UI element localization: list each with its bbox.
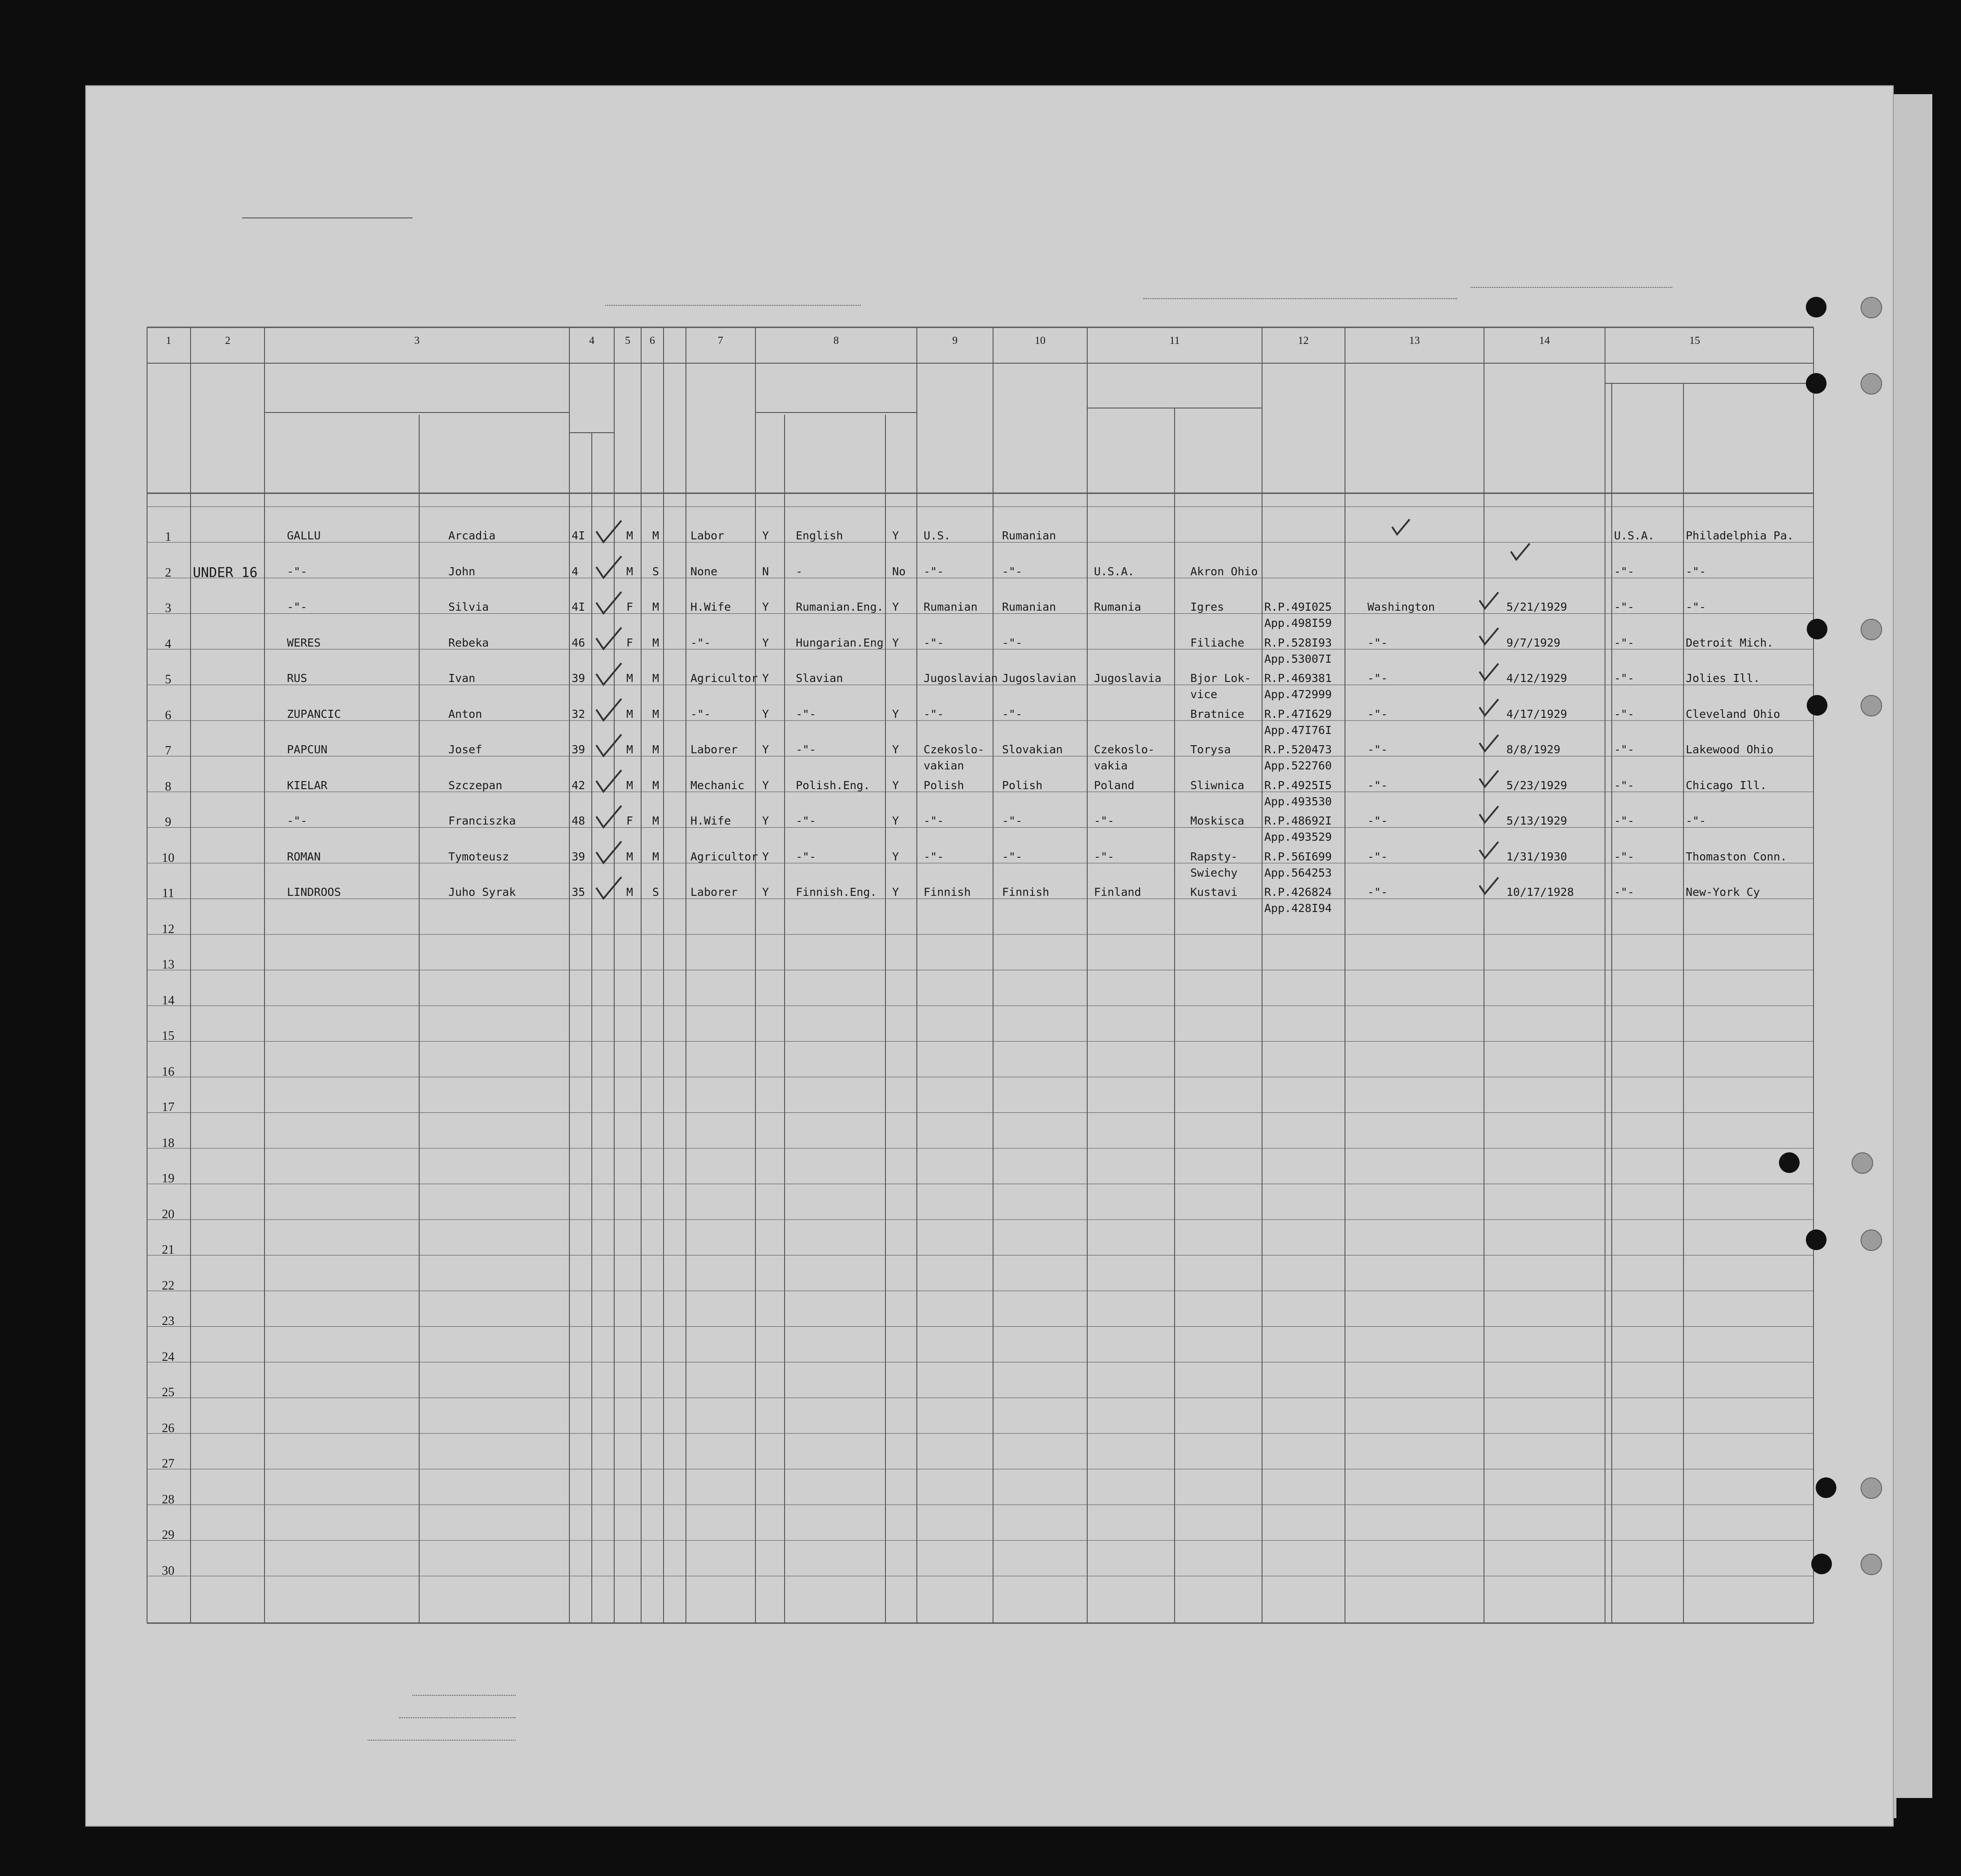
- cell-nat: Rumanian: [924, 600, 978, 613]
- cell-write: Y: [892, 529, 899, 542]
- punch-hole: [1861, 619, 1882, 640]
- check-mark: [1511, 543, 1530, 560]
- column-number: 9: [952, 335, 958, 347]
- cell-visa: R.P.520473: [1264, 743, 1332, 756]
- cell-country: -"-: [1094, 850, 1115, 863]
- cell-yrs: 39: [572, 743, 586, 756]
- cell-country: U.S.A.: [1094, 565, 1135, 578]
- cell-visa: R.P.47I629: [1264, 707, 1332, 721]
- cell-date: 8/8/1929: [1506, 743, 1561, 756]
- row-number: 16: [162, 1064, 174, 1079]
- cell-date: 10/17/1928: [1506, 886, 1574, 899]
- cell-family: -"-: [287, 565, 308, 578]
- cell-given: Arcadia: [448, 529, 496, 542]
- punch-hole: [1811, 1554, 1832, 1574]
- row-number: 11: [162, 886, 174, 900]
- cell-visa: R.P.49I025: [1264, 600, 1332, 613]
- cell-family: PAPCUN: [287, 743, 328, 756]
- cell-race: -"-: [1002, 636, 1023, 649]
- cell-ms: M: [652, 850, 659, 863]
- cell-lang: Slavian: [796, 672, 843, 685]
- cell-race: Jugoslavian: [1002, 672, 1076, 685]
- check-mark: [596, 628, 621, 649]
- check-mark: [596, 734, 621, 756]
- cell-sex: M: [626, 850, 633, 863]
- cell-read: Y: [762, 778, 769, 792]
- cell-visa2: App.564253: [1264, 866, 1332, 879]
- row-number: 28: [162, 1492, 174, 1507]
- cell-yrs: 39: [572, 850, 586, 863]
- cell-visa2: App.493530: [1264, 795, 1332, 808]
- check-mark: [1479, 628, 1498, 644]
- cell-res-city: New-York Cy: [1686, 886, 1760, 899]
- cell-sex: M: [626, 529, 633, 542]
- cell-occ: None: [690, 565, 718, 578]
- row-number: 9: [165, 815, 171, 829]
- row-number: 13: [162, 958, 174, 972]
- cell-write: Y: [892, 636, 899, 649]
- row-number: 10: [162, 851, 174, 865]
- row-number: 1: [165, 530, 171, 544]
- cell-given: John: [448, 565, 476, 578]
- cell-city: Torysa: [1190, 743, 1231, 756]
- cell-ms: M: [652, 600, 659, 613]
- cell-sex: F: [626, 814, 633, 827]
- check-mark: [596, 699, 621, 721]
- cell-city: Bjor Lok-: [1190, 672, 1251, 685]
- column-number: 13: [1409, 335, 1420, 347]
- cell-yrs: 39: [572, 672, 586, 685]
- punch-hole: [1861, 1229, 1882, 1251]
- cell-occ: H.Wife: [690, 600, 731, 613]
- cell-nat: Jugoslavian: [924, 672, 998, 685]
- cell-race: Rumanian: [1002, 529, 1056, 542]
- cell-visa: R.P.56I699: [1264, 850, 1332, 863]
- cell-read: N: [762, 565, 769, 578]
- cell-issued: -"-: [1367, 672, 1388, 685]
- cell-read: Y: [762, 850, 769, 863]
- cell-read: Y: [762, 814, 769, 827]
- total-line: [412, 1695, 516, 1696]
- cell-sex: M: [626, 886, 633, 899]
- cell-write: Y: [892, 850, 899, 863]
- cell-read: Y: [762, 600, 769, 613]
- punch-hole: [1779, 1152, 1800, 1173]
- cell-country: Jugoslavia: [1094, 672, 1162, 685]
- cell-visa2: App.472999: [1264, 688, 1332, 701]
- cell-date: 1/31/1930: [1506, 850, 1567, 863]
- cell-write: Y: [892, 886, 899, 899]
- cell-family: RUS: [287, 672, 308, 685]
- cell-res-country: -"-: [1614, 886, 1635, 899]
- cell-race: Polish: [1002, 778, 1043, 792]
- cell-occ: -"-: [690, 636, 711, 649]
- cell-race: -"-: [1002, 707, 1023, 721]
- cell-yrs: 42: [572, 778, 586, 792]
- cell-city: Sliwnica: [1190, 778, 1245, 792]
- cell-sex: M: [626, 565, 633, 578]
- check-mark: [1392, 519, 1410, 534]
- cell-sex: F: [626, 600, 633, 613]
- row-number: 30: [162, 1563, 174, 1578]
- row-number: 27: [162, 1457, 174, 1471]
- row-number: 19: [162, 1172, 174, 1186]
- cell-yrs: 48: [572, 814, 586, 827]
- cell-given: Silvia: [448, 600, 489, 613]
- cell-sex: F: [626, 636, 633, 649]
- cell-city: Moskisca: [1190, 814, 1245, 827]
- punch-hole: [1861, 1554, 1882, 1575]
- cell-res-country: U.S.A.: [1614, 529, 1655, 542]
- cell-family: -"-: [287, 814, 308, 827]
- check-mark: [1479, 592, 1498, 608]
- cell-read: Y: [762, 529, 769, 542]
- cell-issued: -"-: [1367, 743, 1388, 756]
- cell-visa2: App.522760: [1264, 759, 1332, 772]
- cell-yrs: 4: [572, 565, 579, 578]
- cell-given: Szczepan: [448, 778, 503, 792]
- cell-visa: R.P.4925I5: [1264, 778, 1332, 792]
- cell-nat2: vakian: [924, 759, 964, 772]
- column-number: 2: [225, 335, 230, 347]
- column-number: 7: [718, 335, 723, 347]
- cell-race: -"-: [1002, 814, 1023, 827]
- cell-res-city: Thomaston Conn.: [1686, 850, 1787, 863]
- cell-res-country: -"-: [1614, 707, 1635, 721]
- cell-res-country: -"-: [1614, 600, 1635, 613]
- cell-occ: Mechanic: [690, 778, 745, 792]
- column-number: 10: [1035, 335, 1046, 347]
- cell-read: Y: [762, 886, 769, 899]
- row-number: 3: [165, 601, 171, 615]
- cell-country: Poland: [1094, 778, 1135, 792]
- cell-sex: M: [626, 743, 633, 756]
- cell-lang: Finnish.Eng.: [796, 886, 877, 899]
- cell-occ: Agricultor: [690, 850, 758, 863]
- check-mark: [596, 663, 621, 685]
- cell-given: Franciszka: [448, 814, 516, 827]
- check-mark: [596, 556, 621, 578]
- cell-date: 5/13/1929: [1506, 814, 1567, 827]
- cell-tax: UNDER 16: [193, 565, 258, 581]
- cell-given: Juho Syrak: [448, 886, 516, 899]
- cell-race: Slovakian: [1002, 743, 1063, 756]
- cell-res-country: -"-: [1614, 778, 1635, 792]
- cell-race: -"-: [1002, 850, 1023, 863]
- row-number: 29: [162, 1528, 174, 1542]
- cell-lang: English: [796, 529, 843, 542]
- cell-nat: Polish: [924, 778, 964, 792]
- cell-issued: -"-: [1367, 886, 1388, 899]
- cell-country: Czekoslo-: [1094, 743, 1155, 756]
- cell-visa2: App.493529: [1264, 830, 1332, 843]
- cell-res-country: -"-: [1614, 636, 1635, 649]
- cell-res-city: -"-: [1686, 565, 1706, 578]
- cell-date: 9/7/1929: [1506, 636, 1561, 649]
- cell-race: -"-: [1002, 565, 1023, 578]
- cell-res-city: Chicago Ill.: [1686, 778, 1767, 792]
- cell-nat: -"-: [924, 814, 944, 827]
- check-mark: [1479, 877, 1498, 894]
- check-mark: [596, 770, 621, 792]
- cell-race: Rumanian: [1002, 600, 1056, 613]
- cell-visa: R.P.426824: [1264, 886, 1332, 899]
- row-number: 12: [162, 922, 174, 936]
- cell-family: LINDROOS: [287, 886, 341, 899]
- punch-hole: [1806, 373, 1827, 394]
- punch-hole: [1861, 373, 1882, 395]
- cell-occ: Labor: [690, 529, 725, 542]
- cell-write: Y: [892, 600, 899, 613]
- column-number: 8: [833, 335, 839, 347]
- column-number: 14: [1539, 335, 1550, 347]
- cell-visa: R.P.528I93: [1264, 636, 1332, 649]
- cell-sex: M: [626, 778, 633, 792]
- cell-visa: R.P.48692I: [1264, 814, 1332, 827]
- check-mark: [596, 592, 621, 613]
- cell-res-city: Detroit Mich.: [1686, 636, 1774, 649]
- check-mark: [1479, 735, 1498, 751]
- cell-issued: -"-: [1367, 814, 1388, 827]
- cell-family: KIELAR: [287, 778, 328, 792]
- cell-lang: -"-: [796, 814, 816, 827]
- row-number: 23: [162, 1314, 174, 1328]
- cell-date: 5/23/1929: [1506, 778, 1567, 792]
- cell-res-city: Lakewood Ohio: [1686, 743, 1774, 756]
- cell-occ: -"-: [690, 707, 711, 721]
- cell-country: Finland: [1094, 886, 1141, 899]
- cell-yrs: 32: [572, 707, 586, 721]
- check-mark: [1479, 806, 1498, 822]
- citizens-line: [399, 1717, 516, 1718]
- row-number: 21: [162, 1243, 174, 1257]
- column-number: 3: [414, 335, 420, 347]
- cell-lang: Polish.Eng.: [796, 778, 870, 792]
- punch-hole: [1852, 1152, 1873, 1174]
- row-number: 22: [162, 1278, 174, 1293]
- cell-issued: -"-: [1367, 707, 1388, 721]
- cell-country: Rumania: [1094, 600, 1141, 613]
- cell-read: Y: [762, 707, 769, 721]
- cell-country2: vakia: [1094, 759, 1128, 772]
- cell-nat: U.S.: [924, 529, 951, 542]
- cell-res-city: -"-: [1686, 600, 1706, 613]
- column-number: 5: [625, 335, 630, 347]
- punch-hole: [1807, 695, 1827, 716]
- row-number: 17: [162, 1100, 174, 1114]
- cell-res-country: -"-: [1614, 565, 1635, 578]
- row-number: 18: [162, 1136, 174, 1150]
- cell-nat: -"-: [924, 707, 944, 721]
- cell-nat: Czekoslo-: [924, 743, 985, 756]
- cell-write: Y: [892, 814, 899, 827]
- punch-hole: [1861, 695, 1882, 717]
- check-mark: [596, 877, 621, 899]
- cell-city: Igres: [1190, 600, 1224, 613]
- cell-occ: Agricultor: [690, 672, 758, 685]
- cell-ms: M: [652, 707, 659, 721]
- cell-ms: M: [652, 672, 659, 685]
- cell-read: Y: [762, 743, 769, 756]
- cell-family: WERES: [287, 636, 321, 649]
- cell-occ: H.Wife: [690, 814, 731, 827]
- check-mark: [596, 521, 621, 542]
- cell-res-city: -"-: [1686, 814, 1706, 827]
- cell-issued: -"-: [1367, 778, 1388, 792]
- check-mark: [596, 806, 621, 827]
- cell-ms: M: [652, 636, 659, 649]
- check-mark: [596, 842, 621, 863]
- cell-read: Y: [762, 636, 769, 649]
- punch-hole: [1806, 1229, 1827, 1250]
- punch-hole: [1816, 1477, 1836, 1498]
- cell-res-country: -"-: [1614, 743, 1635, 756]
- cell-family: ZUPANCIC: [287, 707, 341, 721]
- cell-ms: S: [652, 886, 659, 899]
- cell-visa2: App.47I76I: [1264, 723, 1332, 737]
- cell-res-city: Philadelphia Pa.: [1686, 529, 1794, 542]
- cell-lang: Rumanian.Eng.: [796, 600, 884, 613]
- check-mark: [1479, 699, 1498, 716]
- cell-occ: Laborer: [690, 743, 738, 756]
- cell-given: Ivan: [448, 672, 476, 685]
- cell-yrs: 46: [572, 636, 586, 649]
- punch-hole: [1861, 297, 1882, 318]
- cell-yrs: 35: [572, 886, 586, 899]
- cell-occ: Laborer: [690, 886, 738, 899]
- punch-hole: [1806, 297, 1827, 317]
- cell-lang: -: [796, 565, 803, 578]
- row-number: 2: [165, 565, 171, 580]
- cell-res-country: -"-: [1614, 850, 1635, 863]
- row-number: 8: [165, 779, 171, 794]
- row-number: 26: [162, 1421, 174, 1435]
- row-number: 7: [165, 744, 171, 758]
- punch-hole: [1807, 619, 1827, 639]
- cell-write: No: [892, 565, 906, 578]
- cell-visa2: App.498I59: [1264, 617, 1332, 630]
- cell-given: Josef: [448, 743, 482, 756]
- row-number: 14: [162, 993, 174, 1007]
- cell-write: Y: [892, 743, 899, 756]
- cell-res-country: -"-: [1614, 672, 1635, 685]
- cell-family: GALLU: [287, 529, 321, 542]
- cell-res-city: Cleveland Ohio: [1686, 707, 1780, 721]
- cell-sex: M: [626, 672, 633, 685]
- cell-nat: -"-: [924, 636, 944, 649]
- check-mark: [1479, 771, 1498, 787]
- cell-nat: -"-: [924, 565, 944, 578]
- column-number: 1: [166, 335, 171, 347]
- cell-given: Anton: [448, 707, 482, 721]
- column-number: 11: [1169, 335, 1180, 347]
- row-number: 24: [162, 1350, 174, 1364]
- cell-issued: -"-: [1367, 636, 1388, 649]
- cell-res-country: -"-: [1614, 814, 1635, 827]
- cell-city2: Swiechy: [1190, 866, 1238, 879]
- row-number: 15: [162, 1029, 174, 1043]
- punch-hole: [1861, 1477, 1882, 1499]
- cell-lang: -"-: [796, 743, 816, 756]
- column-number: 15: [1689, 335, 1700, 347]
- cell-visa: R.P.469381: [1264, 672, 1332, 685]
- cell-date: 5/21/1929: [1506, 600, 1567, 613]
- cell-city: Kustavi: [1190, 886, 1238, 899]
- cell-city2: vice: [1190, 688, 1218, 701]
- cell-yrs: 4I: [572, 600, 586, 613]
- cell-family: ROMAN: [287, 850, 321, 863]
- cell-issued: Washington: [1367, 600, 1435, 613]
- cell-issued: -"-: [1367, 850, 1388, 863]
- cell-res-city: Jolies Ill.: [1686, 672, 1760, 685]
- cell-family: -"-: [287, 600, 308, 613]
- cell-lang: -"-: [796, 707, 816, 721]
- cell-lang: -"-: [796, 850, 816, 863]
- row-number: 5: [165, 673, 171, 686]
- cell-ms: M: [652, 814, 659, 827]
- cell-lang: Hungarian.Eng: [796, 636, 884, 649]
- cell-city: Bratnice: [1190, 707, 1245, 721]
- aliens-line: [368, 1740, 516, 1741]
- cell-date: 4/12/1929: [1506, 672, 1567, 685]
- row-number: 6: [165, 708, 171, 722]
- cell-race: Finnish: [1002, 886, 1050, 899]
- cell-given: Rebeka: [448, 636, 489, 649]
- cell-nat: Finnish: [924, 886, 971, 899]
- cell-visa2: App.428I94: [1264, 902, 1332, 915]
- cell-city: Akron Ohio: [1190, 565, 1258, 578]
- column-number: 6: [650, 335, 655, 347]
- cell-read: Y: [762, 672, 769, 685]
- cell-given: Tymoteusz: [448, 850, 509, 863]
- check-mark: [1479, 664, 1498, 680]
- cell-city: Filiache: [1190, 636, 1245, 649]
- cell-city: Rapsty-: [1190, 850, 1238, 863]
- row-number: 4: [165, 637, 171, 651]
- cell-ms: M: [652, 529, 659, 542]
- row-number: 25: [162, 1385, 174, 1399]
- column-number: 4: [589, 335, 594, 347]
- cell-country: -"-: [1094, 814, 1115, 827]
- cell-date: 4/17/1929: [1506, 707, 1567, 721]
- row-number: 20: [162, 1207, 174, 1221]
- cell-ms: M: [652, 743, 659, 756]
- cell-ms: S: [652, 565, 659, 578]
- cell-yrs: 4I: [572, 529, 586, 542]
- column-number: 12: [1298, 335, 1309, 347]
- cell-sex: M: [626, 707, 633, 721]
- cell-write: Y: [892, 778, 899, 792]
- cell-visa2: App.53007I: [1264, 652, 1332, 665]
- check-mark: [1479, 842, 1498, 858]
- cell-nat: -"-: [924, 850, 944, 863]
- cell-write: Y: [892, 707, 899, 721]
- cell-ms: M: [652, 778, 659, 792]
